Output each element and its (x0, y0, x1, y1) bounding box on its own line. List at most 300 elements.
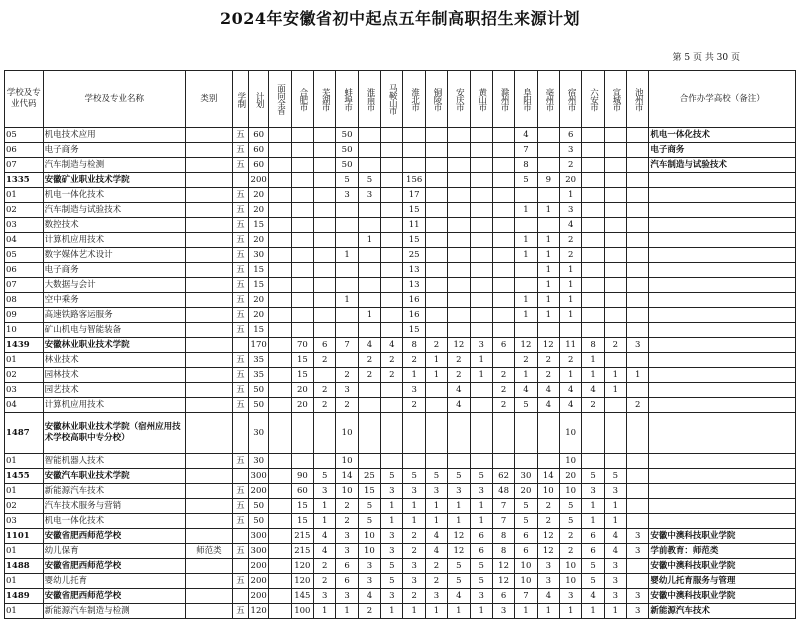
city-quota-cell: 70 (291, 338, 313, 353)
partner-cell (649, 278, 796, 293)
city-quota-cell (627, 173, 649, 188)
city-quota-cell (515, 263, 537, 278)
partner-cell (649, 233, 796, 248)
code-cell: 1488 (5, 559, 44, 574)
major-row (5, 158, 796, 173)
major-row (5, 574, 796, 589)
city-quota-cell (358, 383, 380, 398)
city-quota-cell: 1 (448, 499, 470, 514)
city-quota-cell: 2 (336, 398, 358, 413)
city-quota-cell (291, 128, 313, 143)
schooling-cell: 五 (232, 484, 248, 499)
city-quota-cell: 1 (559, 293, 581, 308)
city-quota-cell (314, 248, 336, 263)
city-quota-cell: 1 (425, 499, 447, 514)
major-row (5, 143, 796, 158)
partner-cell (649, 499, 796, 514)
city-quota-cell (627, 203, 649, 218)
name-cell: 安徽省肥西师范学校 (43, 559, 185, 574)
city-quota-cell: 3 (403, 559, 425, 574)
city-quota-cell: 1 (559, 263, 581, 278)
category-cell (185, 368, 232, 383)
city-quota-cell (381, 413, 403, 454)
city-quota-cell (604, 278, 626, 293)
city-quota-cell (448, 263, 470, 278)
city-quota-cell: 1 (314, 604, 336, 619)
city-quota-cell: 5 (448, 574, 470, 589)
city-quota-cell (425, 203, 447, 218)
city-quota-cell: 4 (425, 529, 447, 544)
city-quota-cell: 1 (358, 233, 380, 248)
partner-cell (649, 188, 796, 203)
city-quota-cell: 4 (314, 544, 336, 559)
plan-cell: 60 (248, 128, 268, 143)
partner-cell: 安徽中澳科技职业学院 (649, 529, 796, 544)
city-quota-cell (582, 323, 604, 338)
city-quota-cell: 1 (470, 368, 492, 383)
schooling-cell: 五 (232, 203, 248, 218)
city-quota-cell: 5 (559, 499, 581, 514)
city-quota-cell: 3 (403, 383, 425, 398)
city-quota-cell: 6 (470, 529, 492, 544)
province-wide-cell (269, 308, 291, 323)
city-quota-cell: 10 (559, 454, 581, 469)
city-quota-cell: 3 (470, 484, 492, 499)
city-quota-cell (537, 158, 559, 173)
code-cell: 02 (5, 368, 44, 383)
schooling-cell: 五 (232, 263, 248, 278)
city-quota-cell: 5 (314, 469, 336, 484)
city-quota-cell: 5 (470, 559, 492, 574)
major-row (5, 248, 796, 263)
city-quota-cell (381, 278, 403, 293)
city-quota-cell: 10 (515, 574, 537, 589)
schooling-cell: 五 (232, 544, 248, 559)
city-quota-cell (492, 173, 514, 188)
category-cell (185, 248, 232, 263)
name-cell: 婴幼儿托育 (43, 574, 185, 589)
partner-cell: 机电一体化技术 (649, 128, 796, 143)
city-quota-cell (559, 323, 581, 338)
schooling-cell: 五 (232, 574, 248, 589)
partner-cell: 安徽中澳科技职业学院 (649, 589, 796, 604)
city-quota-cell (291, 188, 313, 203)
city-quota-cell (515, 454, 537, 469)
city-quota-cell (470, 308, 492, 323)
city-quota-cell (470, 158, 492, 173)
name-cell: 空中乘务 (43, 293, 185, 308)
province-wide-cell (269, 559, 291, 574)
city-quota-cell: 14 (537, 469, 559, 484)
plan-cell: 300 (248, 544, 268, 559)
category-cell (185, 484, 232, 499)
plan-cell: 300 (248, 469, 268, 484)
province-wide-cell (269, 413, 291, 454)
city-quota-cell (358, 454, 380, 469)
city-quota-cell: 1 (425, 514, 447, 529)
city-quota-cell: 2 (314, 398, 336, 413)
code-cell: 1101 (5, 529, 44, 544)
city-quota-cell (425, 188, 447, 203)
category-cell (185, 218, 232, 233)
city-quota-cell (604, 203, 626, 218)
plan-cell: 50 (248, 499, 268, 514)
category-cell: 师范类 (185, 544, 232, 559)
city-quota-cell: 1 (381, 514, 403, 529)
category-cell (185, 454, 232, 469)
table-header-row (5, 71, 796, 128)
city-quota-cell (336, 323, 358, 338)
city-quota-cell (381, 173, 403, 188)
city-quota-cell: 1 (537, 604, 559, 619)
city-quota-cell (358, 263, 380, 278)
schooling-cell: 五 (232, 383, 248, 398)
city-quota-cell (358, 143, 380, 158)
city-quota-cell: 2 (627, 398, 649, 413)
city-quota-cell (604, 308, 626, 323)
header-city: 滁州市 (492, 71, 514, 128)
city-quota-cell: 5 (604, 469, 626, 484)
city-quota-cell (515, 188, 537, 203)
city-quota-cell: 2 (492, 398, 514, 413)
city-quota-cell: 1 (515, 248, 537, 263)
plan-cell: 20 (248, 203, 268, 218)
city-quota-cell (627, 218, 649, 233)
city-quota-cell: 25 (403, 248, 425, 263)
category-cell (185, 143, 232, 158)
city-quota-cell (582, 173, 604, 188)
city-quota-cell (291, 203, 313, 218)
city-quota-cell: 2 (604, 338, 626, 353)
city-quota-cell: 1 (537, 203, 559, 218)
code-cell: 01 (5, 574, 44, 589)
header-code: 学校及专业代码 (5, 71, 44, 128)
city-quota-cell (627, 308, 649, 323)
enrollment-plan-table (4, 70, 796, 619)
province-wide-cell (269, 248, 291, 263)
city-quota-cell: 4 (314, 529, 336, 544)
code-cell: 1439 (5, 338, 44, 353)
name-cell: 计算机应用技术 (43, 233, 185, 248)
city-quota-cell: 10 (537, 484, 559, 499)
city-quota-cell (425, 383, 447, 398)
city-quota-cell (627, 484, 649, 499)
city-quota-cell: 5 (448, 559, 470, 574)
city-quota-cell: 5 (381, 559, 403, 574)
city-quota-cell: 3 (627, 589, 649, 604)
city-quota-cell: 3 (381, 529, 403, 544)
city-quota-cell (403, 454, 425, 469)
header-city: 安庆市 (448, 71, 470, 128)
city-quota-cell: 90 (291, 469, 313, 484)
city-quota-cell (604, 413, 626, 454)
city-quota-cell (582, 233, 604, 248)
city-quota-cell: 12 (537, 338, 559, 353)
city-quota-cell: 3 (381, 589, 403, 604)
name-cell: 安徽汽车职业技术学院 (43, 469, 185, 484)
city-quota-cell (470, 143, 492, 158)
plan-cell: 50 (248, 514, 268, 529)
city-quota-cell: 1 (559, 604, 581, 619)
city-quota-cell: 15 (358, 484, 380, 499)
city-quota-cell: 3 (358, 559, 380, 574)
province-wide-cell (269, 143, 291, 158)
partner-cell (649, 454, 796, 469)
city-quota-cell: 3 (403, 484, 425, 499)
city-quota-cell (291, 143, 313, 158)
city-quota-cell (448, 143, 470, 158)
city-quota-cell (604, 263, 626, 278)
city-quota-cell (448, 128, 470, 143)
city-quota-cell (470, 293, 492, 308)
city-quota-cell: 10 (515, 559, 537, 574)
city-quota-cell: 4 (448, 589, 470, 604)
plan-cell: 15 (248, 263, 268, 278)
category-cell (185, 308, 232, 323)
city-quota-cell: 1 (515, 368, 537, 383)
city-quota-cell: 11 (403, 218, 425, 233)
partner-cell (649, 248, 796, 263)
city-quota-cell (358, 248, 380, 263)
plan-cell: 60 (248, 143, 268, 158)
city-quota-cell (470, 188, 492, 203)
city-quota-cell: 1 (358, 308, 380, 323)
city-quota-cell (627, 293, 649, 308)
plan-cell: 200 (248, 559, 268, 574)
header-city: 阜阳市 (515, 71, 537, 128)
code-cell: 07 (5, 158, 44, 173)
schooling-cell: 五 (232, 143, 248, 158)
city-quota-cell: 3 (559, 203, 581, 218)
city-quota-cell (314, 368, 336, 383)
city-quota-cell: 6 (559, 128, 581, 143)
province-wide-cell (269, 188, 291, 203)
city-quota-cell (448, 158, 470, 173)
city-quota-cell: 25 (358, 469, 380, 484)
city-quota-cell (492, 308, 514, 323)
name-cell: 机电技术应用 (43, 128, 185, 143)
city-quota-cell: 1 (604, 499, 626, 514)
city-quota-cell (627, 278, 649, 293)
city-quota-cell: 2 (492, 383, 514, 398)
code-cell: 02 (5, 203, 44, 218)
partner-cell (649, 293, 796, 308)
city-quota-cell: 4 (425, 544, 447, 559)
city-quota-cell (291, 158, 313, 173)
partner-cell: 电子商务 (649, 143, 796, 158)
header-city: 亳州市 (537, 71, 559, 128)
city-quota-cell (582, 143, 604, 158)
city-quota-cell (425, 293, 447, 308)
schooling-cell (232, 173, 248, 188)
city-quota-cell: 2 (582, 398, 604, 413)
city-quota-cell (425, 308, 447, 323)
code-cell: 03 (5, 218, 44, 233)
city-quota-cell: 12 (448, 544, 470, 559)
code-cell: 09 (5, 308, 44, 323)
city-quota-cell: 11 (559, 338, 581, 353)
schooling-cell (232, 589, 248, 604)
name-cell: 机电一体化技术 (43, 514, 185, 529)
name-cell: 矿山机电与智能装备 (43, 323, 185, 338)
city-quota-cell: 15 (291, 514, 313, 529)
schooling-cell (232, 413, 248, 454)
city-quota-cell: 2 (358, 604, 380, 619)
city-quota-cell: 4 (582, 383, 604, 398)
school-row (5, 589, 796, 604)
major-row (5, 308, 796, 323)
partner-cell (649, 484, 796, 499)
city-quota-cell: 2 (336, 514, 358, 529)
name-cell: 计算机应用技术 (43, 398, 185, 413)
city-quota-cell (604, 323, 626, 338)
plan-cell: 200 (248, 574, 268, 589)
city-quota-cell: 1 (336, 293, 358, 308)
city-quota-cell: 1 (314, 514, 336, 529)
city-quota-cell (358, 398, 380, 413)
city-quota-cell: 1 (403, 368, 425, 383)
city-quota-cell: 4 (559, 218, 581, 233)
city-quota-cell: 62 (492, 469, 514, 484)
city-quota-cell: 2 (336, 499, 358, 514)
city-quota-cell (492, 278, 514, 293)
city-quota-cell: 2 (537, 499, 559, 514)
partner-cell (649, 173, 796, 188)
province-wide-cell (269, 263, 291, 278)
name-cell: 大数据与会计 (43, 278, 185, 293)
code-cell: 1489 (5, 589, 44, 604)
province-wide-cell (269, 338, 291, 353)
city-quota-cell (381, 188, 403, 203)
header-city: 六安市 (582, 71, 604, 128)
province-wide-cell (269, 398, 291, 413)
city-quota-cell: 3 (470, 338, 492, 353)
name-cell: 安徽省肥西师范学校 (43, 529, 185, 544)
city-quota-cell: 1 (403, 514, 425, 529)
header-schooling: 学制 (232, 71, 248, 128)
major-row (5, 218, 796, 233)
city-quota-cell: 3 (425, 589, 447, 604)
city-quota-cell: 1 (314, 499, 336, 514)
city-quota-cell: 48 (492, 484, 514, 499)
city-quota-cell: 10 (559, 413, 581, 454)
category-cell (185, 128, 232, 143)
city-quota-cell (314, 203, 336, 218)
name-cell: 新能源汽车制造与检测 (43, 604, 185, 619)
city-quota-cell (470, 233, 492, 248)
major-row (5, 128, 796, 143)
header-partner: 合作办学高校（备注） (649, 71, 796, 128)
plan-cell: 15 (248, 323, 268, 338)
city-quota-cell: 10 (559, 559, 581, 574)
city-quota-cell: 50 (336, 143, 358, 158)
city-quota-cell: 3 (604, 559, 626, 574)
page-title: 2024年安徽省初中起点五年制高职招生来源计划 (219, 9, 581, 28)
major-row (5, 604, 796, 619)
category-cell (185, 203, 232, 218)
school-row (5, 469, 796, 484)
city-quota-cell (604, 233, 626, 248)
city-quota-cell (381, 398, 403, 413)
city-quota-cell: 10 (559, 484, 581, 499)
city-quota-cell: 1 (515, 233, 537, 248)
province-wide-cell (269, 454, 291, 469)
code-cell: 08 (5, 293, 44, 308)
city-quota-cell (291, 218, 313, 233)
city-quota-cell (627, 143, 649, 158)
header-city: 蚌埠市 (336, 71, 358, 128)
table-body (5, 128, 796, 619)
partner-cell (649, 353, 796, 368)
city-quota-cell: 1 (604, 604, 626, 619)
city-quota-cell: 5 (448, 469, 470, 484)
city-quota-cell: 1 (336, 248, 358, 263)
city-quota-cell: 1 (537, 263, 559, 278)
city-quota-cell: 2 (425, 574, 447, 589)
city-quota-cell: 120 (291, 574, 313, 589)
city-quota-cell: 5 (403, 469, 425, 484)
city-quota-cell (537, 218, 559, 233)
city-quota-cell: 1 (582, 604, 604, 619)
code-cell: 03 (5, 383, 44, 398)
header-plan: 计划 (248, 71, 268, 128)
code-cell: 1335 (5, 173, 44, 188)
city-quota-cell (470, 173, 492, 188)
partner-cell (649, 398, 796, 413)
city-quota-cell: 5 (336, 173, 358, 188)
city-quota-cell: 3 (627, 338, 649, 353)
header-city: 铜陵市 (425, 71, 447, 128)
plan-cell: 300 (248, 529, 268, 544)
schooling-cell: 五 (232, 353, 248, 368)
major-row (5, 484, 796, 499)
schooling-cell: 五 (232, 218, 248, 233)
city-quota-cell: 3 (559, 143, 581, 158)
city-quota-cell (314, 413, 336, 454)
city-quota-cell: 12 (448, 338, 470, 353)
major-row (5, 383, 796, 398)
category-cell (185, 188, 232, 203)
category-cell (185, 158, 232, 173)
province-wide-cell (269, 604, 291, 619)
schooling-cell: 五 (232, 604, 248, 619)
city-quota-cell (381, 203, 403, 218)
code-cell: 05 (5, 248, 44, 263)
city-quota-cell (470, 398, 492, 413)
schooling-cell: 五 (232, 233, 248, 248)
city-quota-cell (515, 413, 537, 454)
name-cell: 智能机器人技术 (43, 454, 185, 469)
city-quota-cell: 1 (425, 368, 447, 383)
city-quota-cell: 3 (358, 574, 380, 589)
city-quota-cell (403, 128, 425, 143)
category-cell (185, 278, 232, 293)
category-cell (185, 338, 232, 353)
partner-cell (649, 263, 796, 278)
city-quota-cell (515, 218, 537, 233)
city-quota-cell (314, 323, 336, 338)
city-quota-cell: 1 (559, 308, 581, 323)
code-cell: 03 (5, 514, 44, 529)
city-quota-cell (492, 188, 514, 203)
city-quota-cell: 120 (291, 559, 313, 574)
city-quota-cell (336, 233, 358, 248)
plan-cell: 170 (248, 338, 268, 353)
city-quota-cell: 2 (358, 353, 380, 368)
city-quota-cell: 1 (582, 353, 604, 368)
category-cell (185, 353, 232, 368)
city-quota-cell (582, 308, 604, 323)
